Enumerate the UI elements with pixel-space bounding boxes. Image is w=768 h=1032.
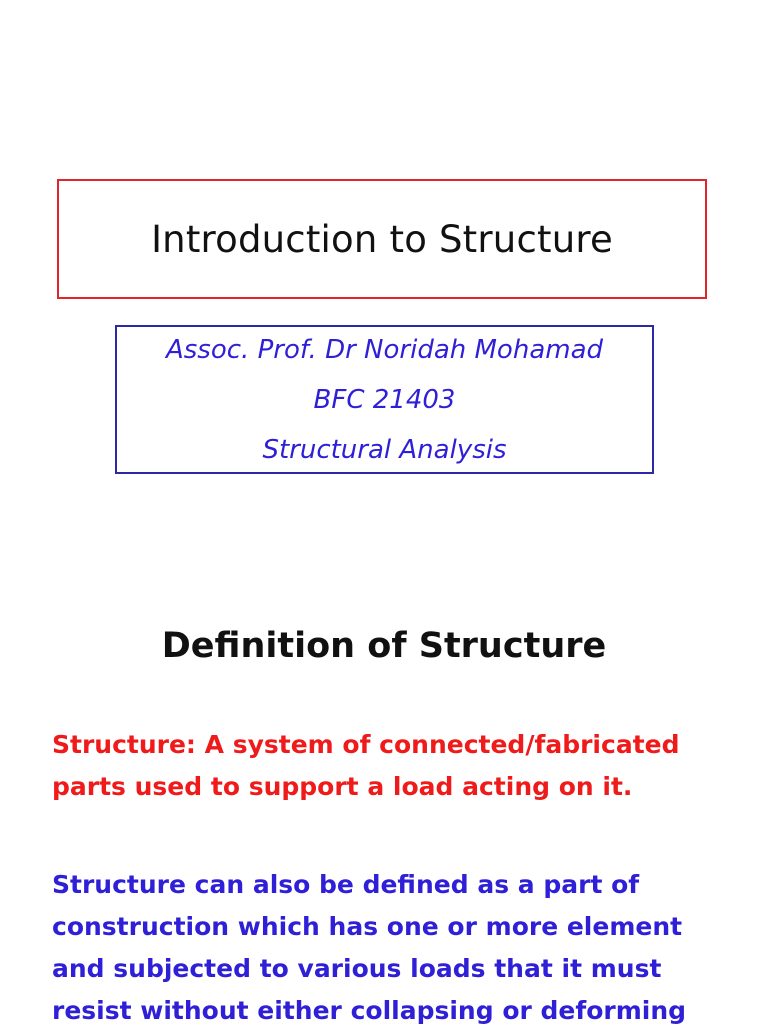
definition-primary	[52, 724, 752, 808]
author-info-box	[115, 325, 654, 474]
definition-secondary-line: construction which has one or more element	[52, 912, 683, 941]
definition-secondary	[52, 864, 752, 1032]
course-name: Structural Analysis	[262, 434, 507, 465]
author-name: Assoc. Prof. Dr Noridah Mohamad	[165, 334, 604, 365]
title-box	[57, 179, 707, 299]
definition-secondary-line: and subjected to various loads that it must	[52, 954, 662, 983]
definition-secondary-line: Structure can also be defined as a part of	[52, 870, 640, 899]
page-title: Introduction to Structure	[151, 217, 613, 261]
section-heading: Definition of Structure	[161, 626, 607, 666]
definition-primary-line: Structure: A system of connected/fabricated	[52, 730, 680, 759]
definition-primary-line: parts used to support a load acting on it.	[52, 772, 633, 801]
course-code: BFC 21403	[313, 384, 456, 415]
definition-secondary-line: resist without either collapsing or deforming	[52, 996, 687, 1025]
